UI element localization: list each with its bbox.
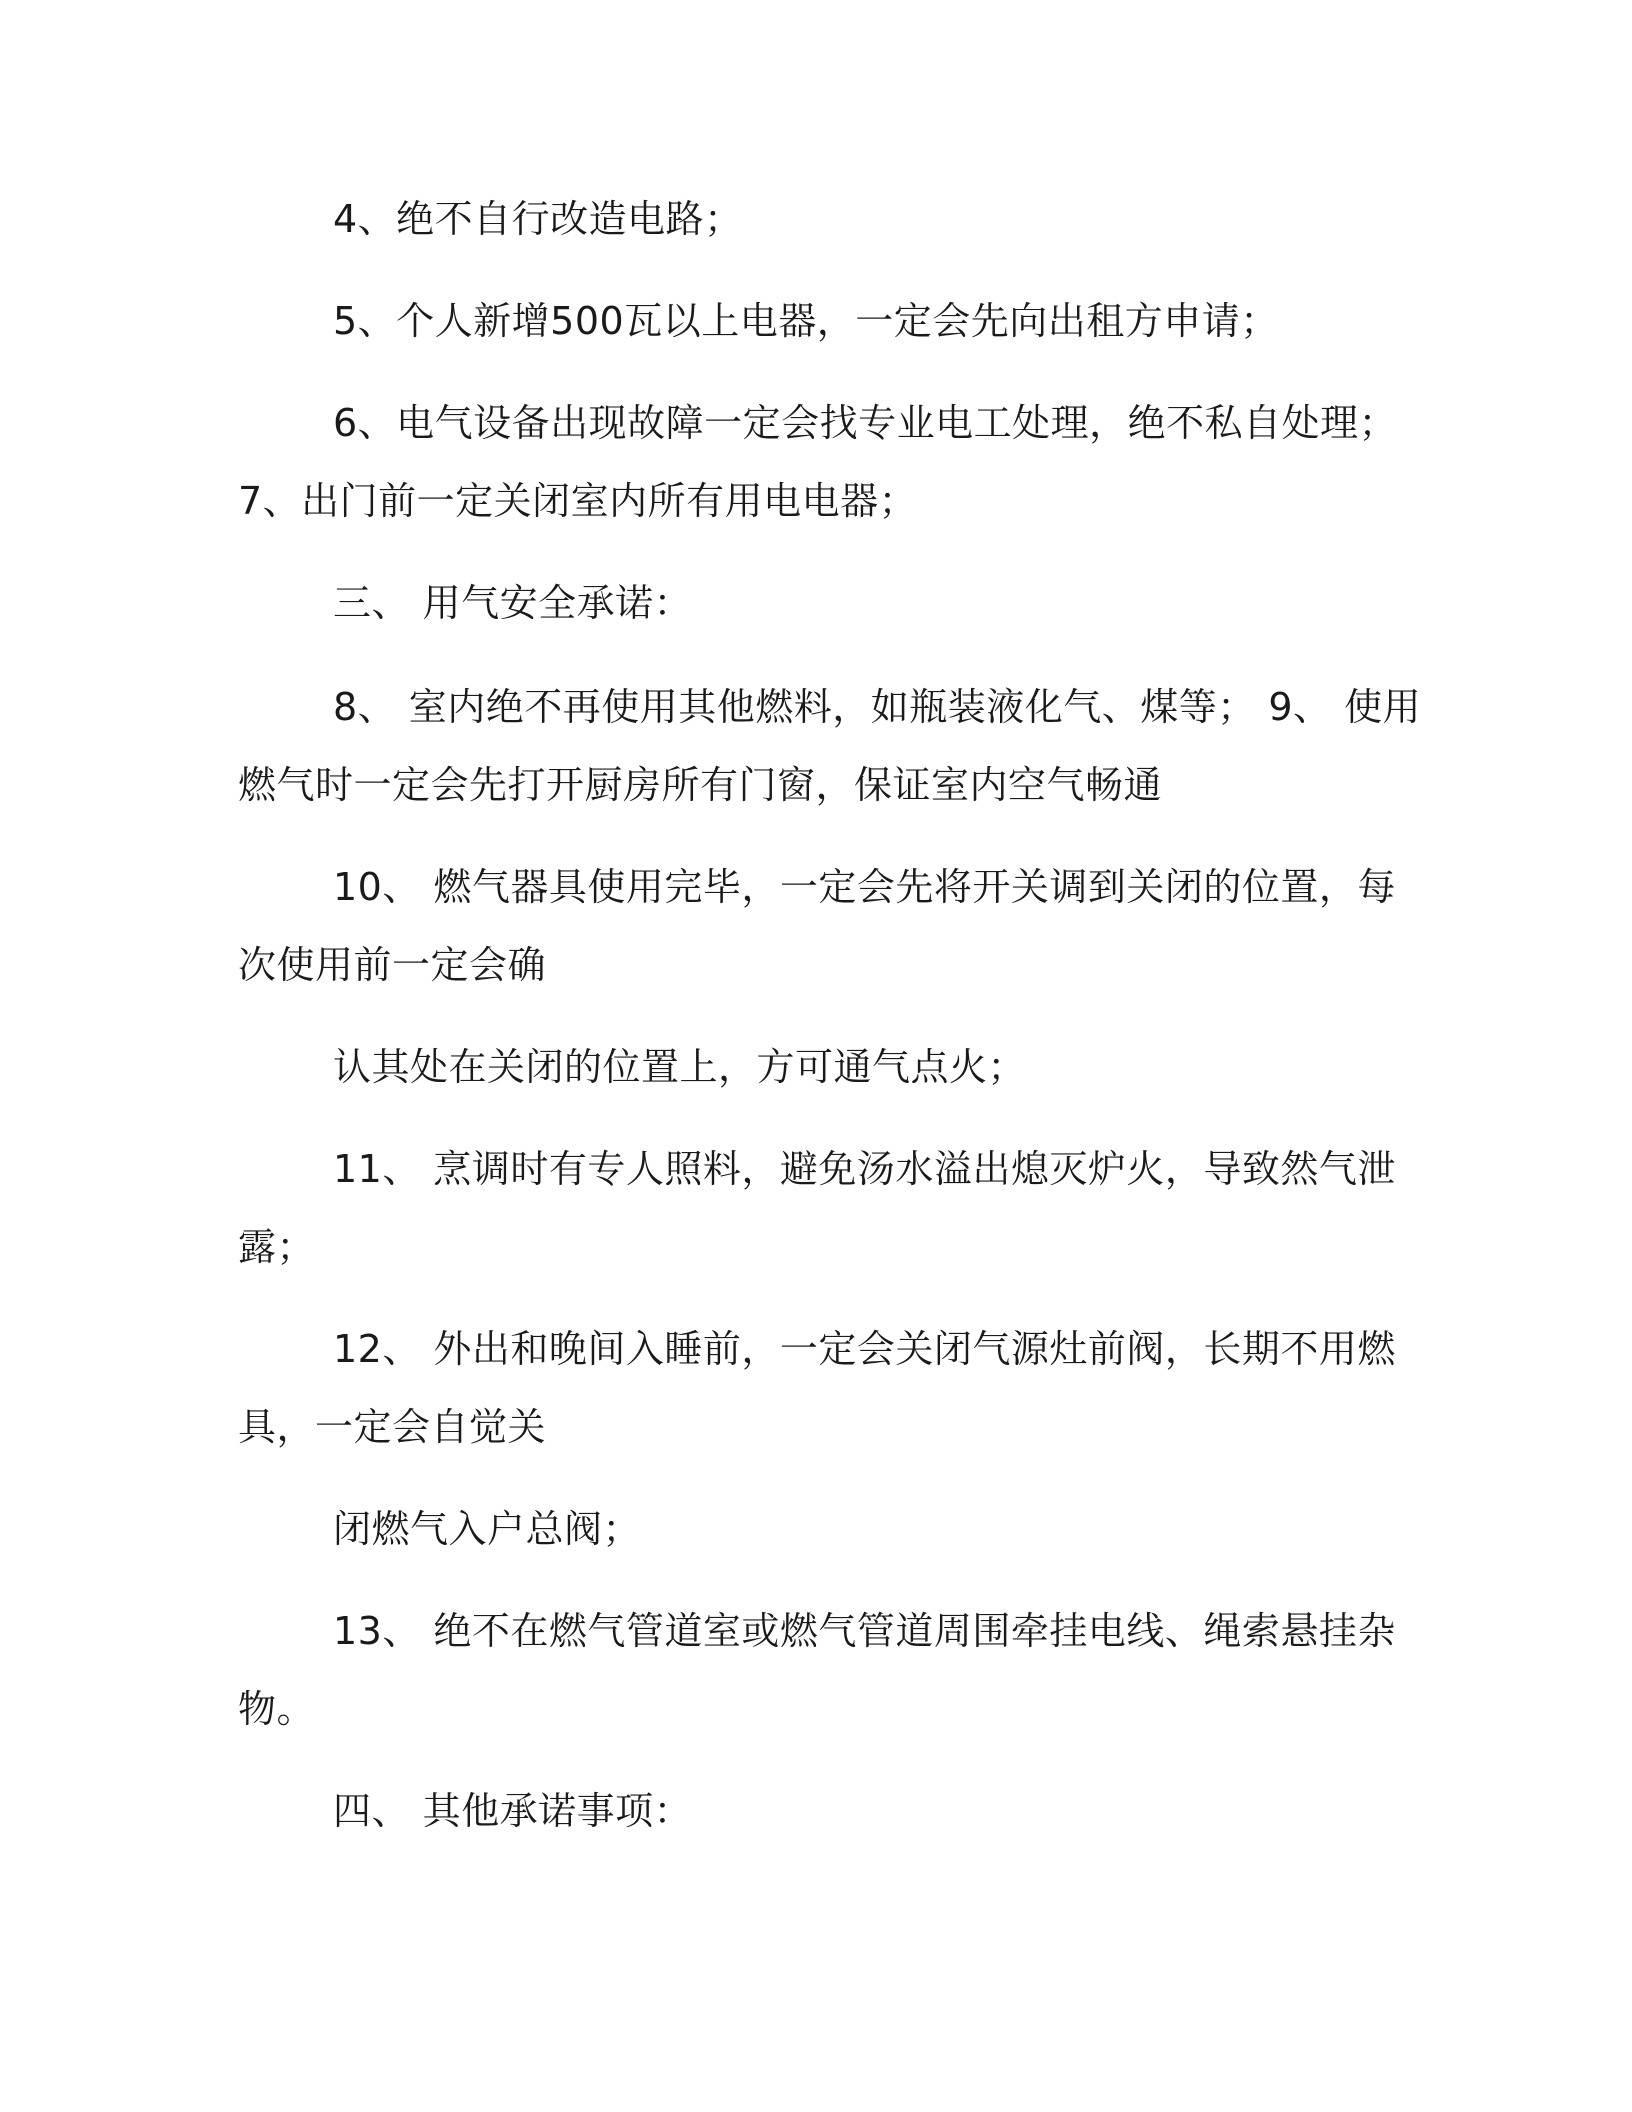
text-line: 13、 绝不在燃气管道室或燃气管道周围牵挂电线、绳索悬挂杂: [333, 1609, 1396, 1653]
text-line: 物。: [238, 1687, 316, 1731]
text-line: 认其处在关闭的位置上，方可通气点火；: [333, 1045, 1027, 1089]
text-line: 5、个人新增500瓦以上电器，一定会先向出租方申请；: [333, 299, 1279, 343]
text-line: 6、电气设备出现故障一定会找专业电工处理，绝不私自处理；: [333, 401, 1398, 445]
text-line: 12、 外出和晚间入睡前，一定会关闭气源灶前阀，长期不用燃: [333, 1327, 1396, 1371]
section-heading: 三、 用气安全承诺：: [333, 581, 693, 625]
text-line: 11、 烹调时有专人照料，避免汤水溢出熄灭炉火，导致然气泄: [333, 1147, 1396, 1191]
section-heading: 四、 其他承诺事项：: [333, 1789, 693, 1833]
text-line: 闭燃气入户总阀；: [333, 1507, 642, 1551]
text-line: 燃气时一定会先打开厨房所有门窗，保证室内空气畅通: [238, 763, 1163, 807]
text-line: 露；: [238, 1225, 316, 1269]
text-line: 次使用前一定会确: [238, 943, 547, 987]
text-line: 10、 燃气器具使用完毕，一定会先将开关调到关闭的位置，每: [333, 865, 1396, 909]
text-line: 4、绝不自行改造电路；: [333, 197, 743, 241]
text-line: 具，一定会自觉关: [238, 1405, 547, 1449]
text-line: 8、 室内绝不再使用其他燃料，如瓶装液化气、煤等； 9、 使用: [333, 685, 1422, 729]
text-line: 7、出门前一定关闭室内所有用电电器；: [238, 479, 918, 523]
